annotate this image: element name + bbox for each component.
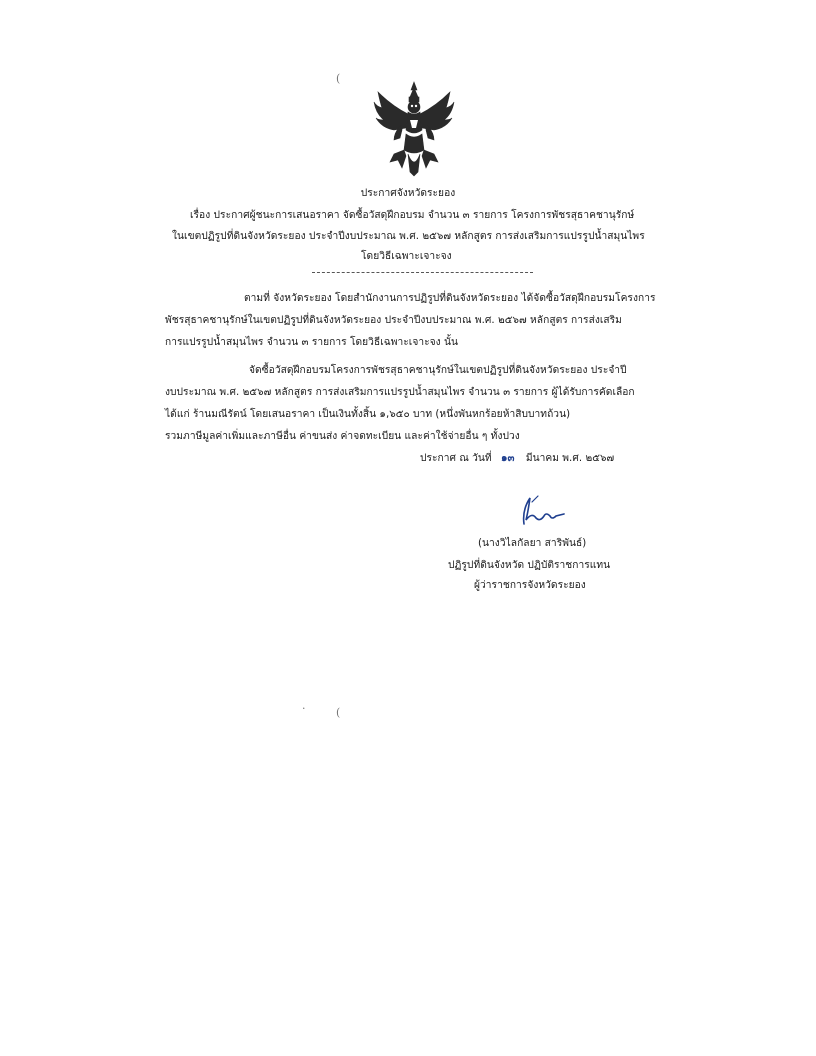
date-prefix: ประกาศ ณ วันที่ [420, 453, 492, 464]
subject-line-2: ในเขตปฏิรูปที่ดินจังหวัดระยอง ประจำปีงบประมาณ พ.ศ. ๒๕๖๗ หลักสูตร การส่งเสริมการแปรรูปน้ำสมุนไพร [172, 231, 645, 242]
scan-speck: ( [336, 72, 341, 85]
garuda-emblem-icon [372, 80, 456, 178]
paragraph-2-line-1: จัดซื้อวัสดุฝึกอบรมโครงการพัชรสุธาคชานุรักษ์ในเขตปฏิรูปที่ดินจังหวัดระยอง ประจำปี [249, 365, 627, 376]
subject-line-3: โดยวิธีเฉพาะเจาะจง [361, 251, 452, 262]
scan-speck: · [302, 702, 306, 715]
paragraph-2-line-2: งบประมาณ พ.ศ. ๒๕๖๗ หลักสูตร การส่งเสริมการแปรรูปน้ำสมุนไพร จำนวน ๓ รายการ ผู้ได้รับการคัดเลือก [165, 387, 635, 398]
divider [312, 272, 533, 273]
paragraph-2-line-4: รวมภาษีมูลค่าเพิ่มและภาษีอื่น ค่าขนส่ง ค่าจดทะเบียน และค่าใช้จ่ายอื่น ๆ ทั้งปวง [165, 431, 520, 442]
date-day: ๑๓ [501, 453, 515, 464]
signatory-position-2: ผู้ว่าราชการจังหวัดระยอง [474, 580, 586, 591]
handwritten-signature [512, 494, 570, 530]
subject-line-1: เรื่อง ประกาศผู้ชนะการเสนอราคา จัดซื้อวัสดุฝึกอบรม จำนวน ๓ รายการ โครงการพัชรสุธาคชานุรักษ์ [190, 210, 635, 221]
scan-speck: ( [336, 706, 341, 719]
announcement-heading: ประกาศจังหวัดระยอง [360, 188, 456, 199]
date-month-year: มีนาคม พ.ศ. ๒๕๖๗ [525, 453, 615, 464]
paragraph-1-line-1: ตามที่ จังหวัดระยอง โดยสำนักงานการปฏิรูปที่ดินจังหวัดระยอง ได้จัดซื้อวัสดุฝึกอบรมโครงการ [244, 293, 656, 304]
signatory-name: (นางวิไลกัลยา สาริพันธ์) [478, 538, 587, 549]
paragraph-1-line-3: การแปรรูปน้ำสมุนไพร จำนวน ๓ รายการ โดยวิธีเฉพาะเจาะจง นั้น [165, 337, 459, 348]
announcement-date [420, 452, 614, 466]
signatory-position-1: ปฏิรูปที่ดินจังหวัด ปฏิบัติราชการแทน [448, 560, 611, 571]
paragraph-1-line-2: พัชรสุธาคชานุรักษ์ในเขตปฏิรูปที่ดินจังหวัดระยอง ประจำปีงบประมาณ พ.ศ. ๒๕๖๗ หลักสูตร การส่งเสริม [165, 315, 622, 326]
paragraph-2-line-3: ได้แก่ ร้านมณีรัตน์ โดยเสนอราคา เป็นเงินทั้งสิ้น ๑,๖๕๐ บาท (หนึ่งพันหกร้อยห้าสิบบาทถ้วน) [165, 409, 571, 420]
